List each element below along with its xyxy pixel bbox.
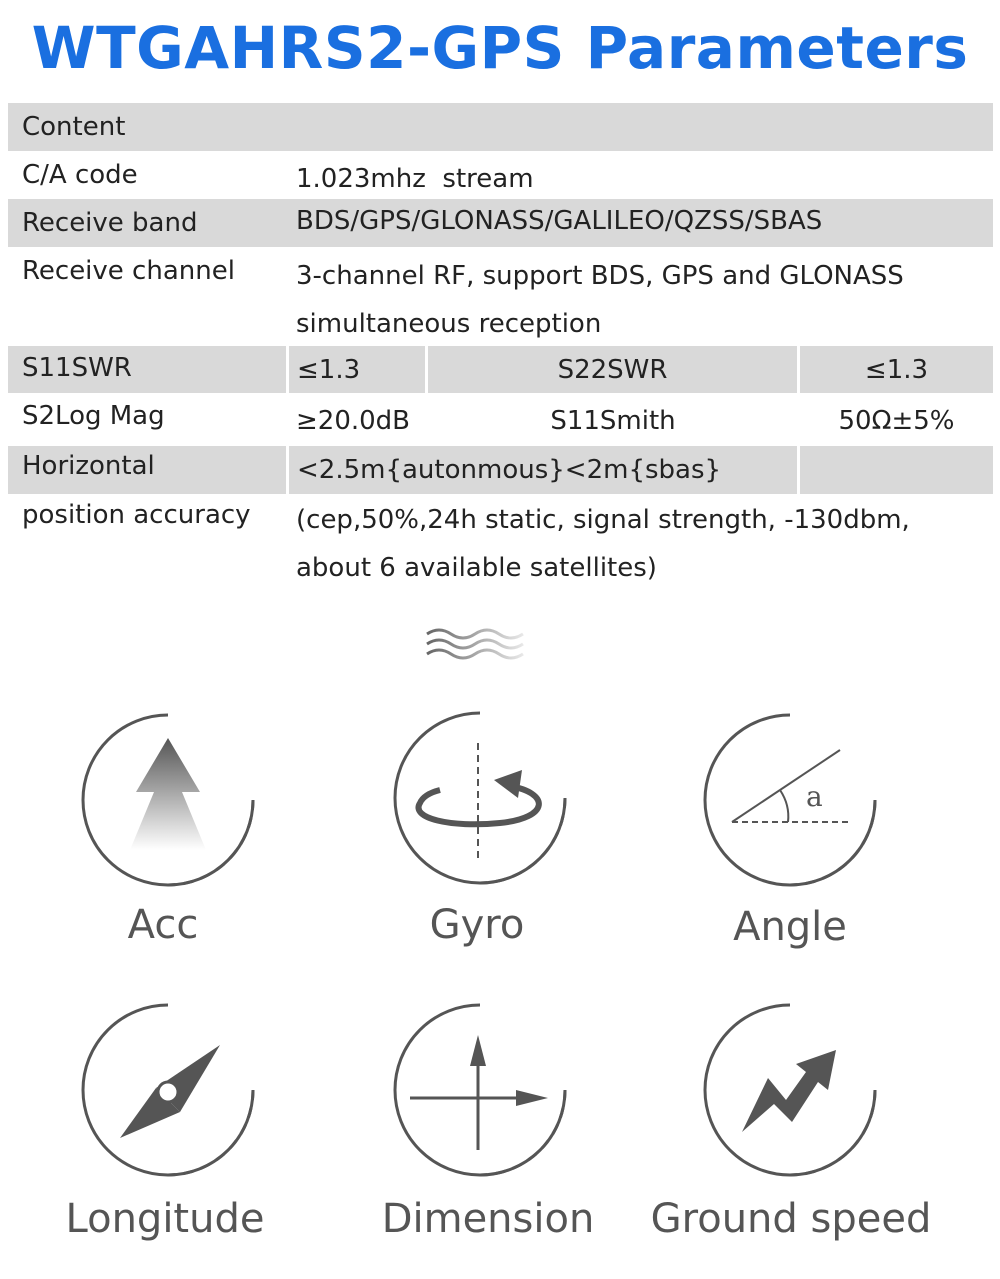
dimension-icon bbox=[390, 1000, 570, 1180]
page-title: WTGAHRS2-GPS Parameters bbox=[31, 14, 969, 82]
ca-code-value: 1.023mhz stream bbox=[296, 164, 534, 194]
ca-code-label: C/A code bbox=[22, 160, 138, 190]
s11smith-label: S11Smith bbox=[550, 406, 676, 436]
ground-speed-icon bbox=[700, 1000, 880, 1180]
wave-divider-icon bbox=[422, 626, 542, 666]
horizontal-label: Horizontal bbox=[8, 446, 286, 494]
gyro-label: Gyro bbox=[429, 902, 525, 948]
dimension-label: Dimension bbox=[381, 1196, 595, 1242]
ground-speed-label: Ground speed bbox=[650, 1196, 932, 1242]
s11swr-label: S11SWR bbox=[8, 346, 286, 393]
horizontal-line3: about 6 available satellites) bbox=[296, 553, 657, 583]
angle-label: Angle bbox=[733, 904, 847, 950]
receive-channel-line1: 3-channel RF, support BDS, GPS and GLONASS bbox=[296, 261, 904, 291]
horizontal-empty-cell bbox=[800, 446, 993, 494]
acc-icon bbox=[78, 710, 258, 890]
s22swr-value: ≤1.3 bbox=[800, 346, 993, 393]
position-accuracy-label: position accuracy bbox=[22, 500, 251, 530]
acc-label: Acc bbox=[127, 902, 199, 948]
s22swr-label: S22SWR bbox=[428, 346, 797, 393]
s2log-label: S2Log Mag bbox=[22, 401, 165, 431]
s11swr-value: ≤1.3 bbox=[289, 346, 425, 393]
horizontal-line1: <2.5m{autonmous}<2m{sbas} bbox=[289, 446, 797, 494]
compass-icon bbox=[78, 1000, 258, 1180]
angle-icon bbox=[700, 710, 880, 890]
longitude-label: Longitude bbox=[65, 1196, 265, 1242]
horizontal-line2: (cep,50%,24h static, signal strength, -130dbm, bbox=[296, 505, 910, 535]
gyro-icon bbox=[390, 708, 570, 888]
receive-band-label: Receive band bbox=[8, 199, 288, 247]
receive-channel-label: Receive channel bbox=[22, 256, 235, 286]
receive-channel-line2: simultaneous reception bbox=[296, 309, 602, 339]
s2log-value: ≥20.0dB bbox=[296, 406, 411, 436]
s11smith-value: 50Ω±5% bbox=[838, 406, 955, 436]
receive-band-value: BDS/GPS/GLONASS/GALILEO/QZSS/SBAS bbox=[288, 199, 993, 247]
table-header: Content bbox=[8, 103, 993, 151]
angle-symbol: a bbox=[806, 780, 823, 813]
